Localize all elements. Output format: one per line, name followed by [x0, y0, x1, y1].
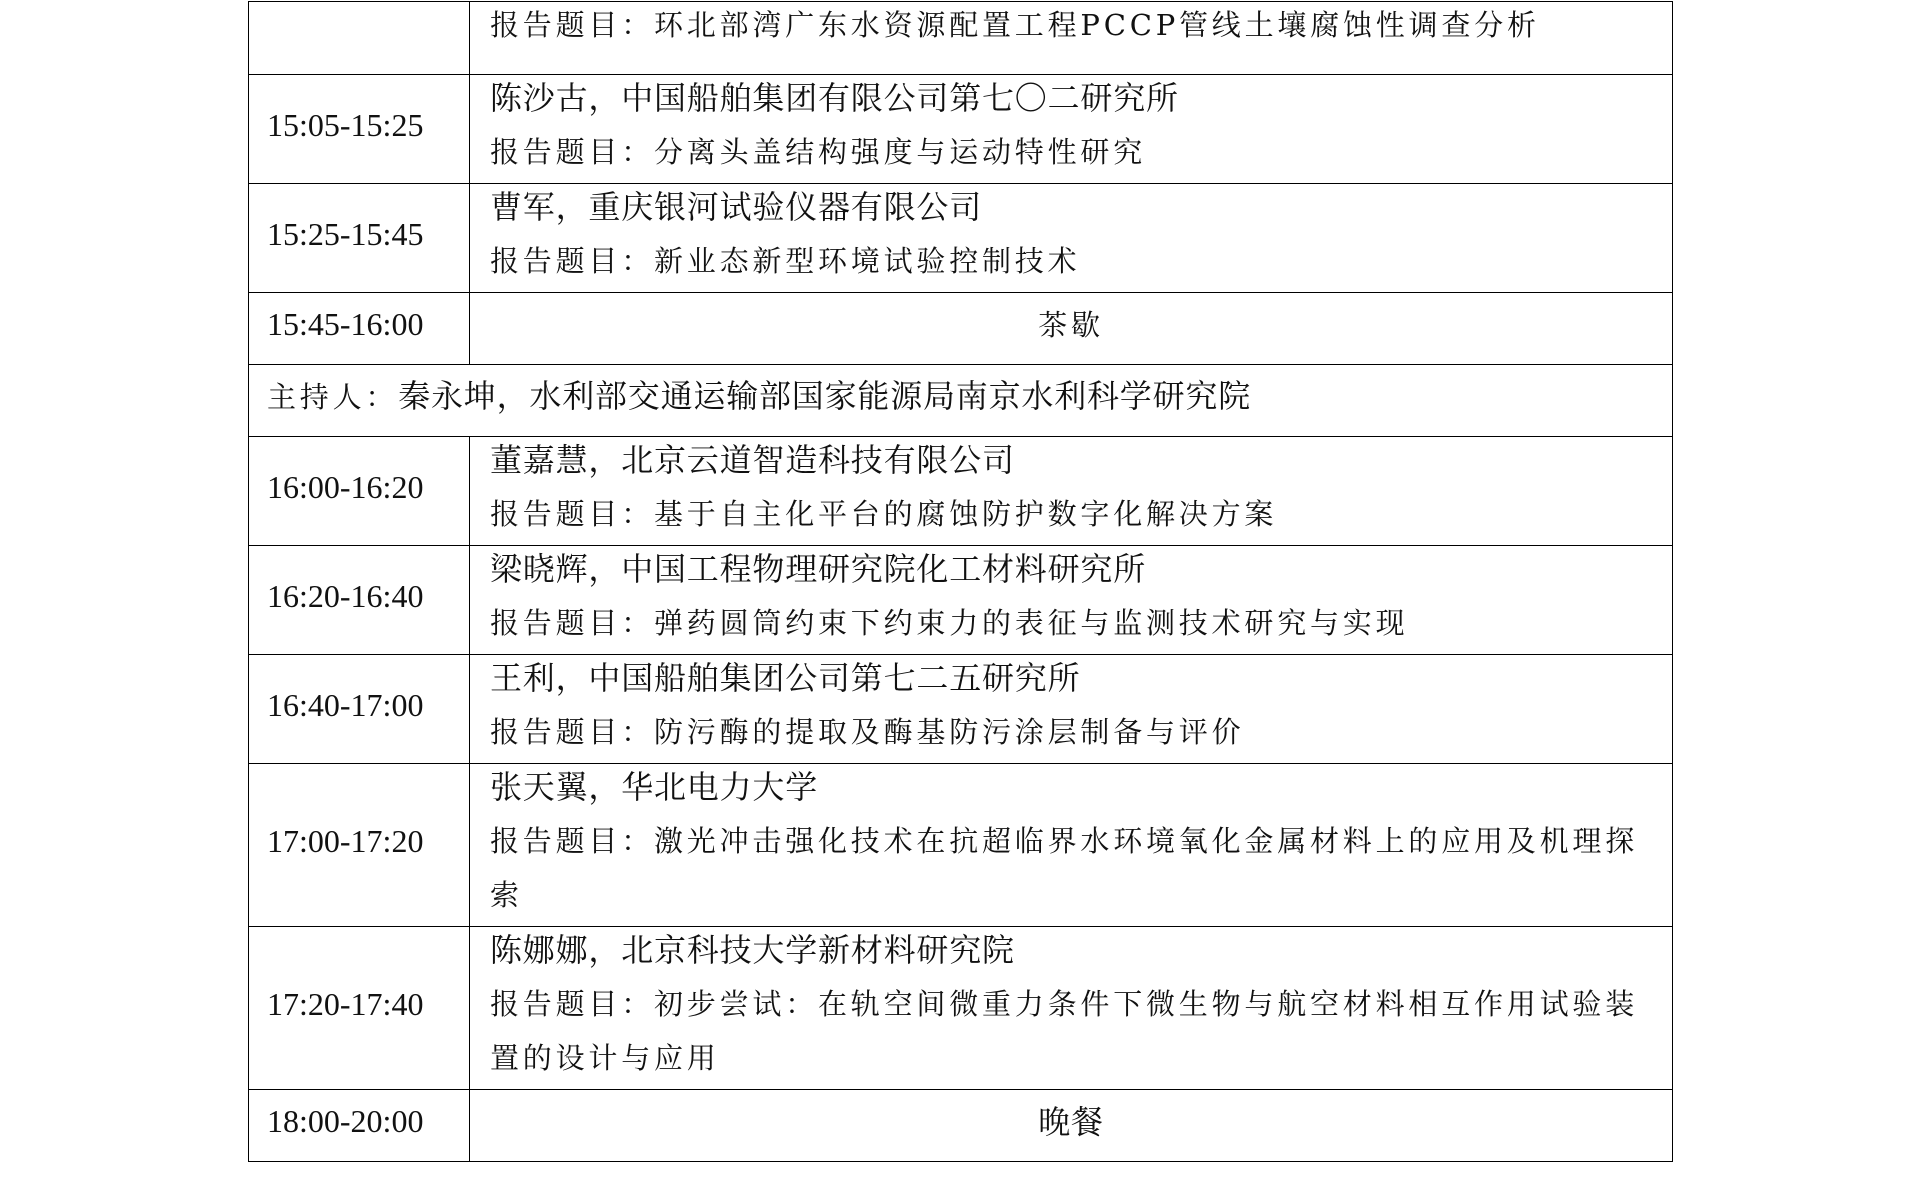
time-cell [249, 2, 470, 75]
time-cell [249, 1090, 470, 1162]
report-title: 报告题目：弹药圆筒约束下约束力的表征与监测技术研究与实现 [490, 606, 1409, 640]
report-title: 报告题目：激光冲击强化技术在抗超临界水环境氧化金属材料上的应用及机理探索 [490, 824, 1639, 912]
agenda-row [249, 437, 1673, 546]
time-slot: 16:40-17:00 [267, 686, 424, 723]
time-cell [249, 655, 470, 764]
speaker-affiliation: 王利，中国船舶集团公司第七二五研究所 [490, 659, 1081, 697]
time-slot: 16:00-16:20 [267, 468, 424, 505]
speaker-affiliation: 董嘉慧，北京云道智造科技有限公司 [490, 441, 1015, 479]
speaker-affiliation: 张天翼，华北电力大学 [490, 768, 819, 806]
content-cell [470, 75, 1673, 184]
report-title: 报告题目：防污酶的提取及酶基防污涂层制备与评价 [490, 715, 1245, 749]
report-title: 报告题目：初步尝试：在轨空间微重力条件下微生物与航空材料相互作用试验装置的设计与应用 [490, 987, 1639, 1075]
tea-break-label: 茶歇 [1038, 307, 1104, 342]
host-cell [249, 365, 1673, 437]
report-title: 报告题目：新业态新型环境试验控制技术 [490, 244, 1081, 278]
speaker-affiliation: 陈娜娜，北京科技大学新材料研究院 [490, 931, 1015, 969]
agenda-row-host [249, 365, 1673, 437]
agenda-row [249, 75, 1673, 184]
content-cell [470, 437, 1673, 546]
time-slot: 17:00-17:20 [267, 822, 424, 859]
time-slot: 15:05-15:25 [267, 106, 424, 143]
speaker-affiliation: 陈沙古，中国船舶集团有限公司第七〇二研究所 [490, 79, 1179, 117]
agenda-row [249, 546, 1673, 655]
agenda-row [249, 184, 1673, 293]
agenda-row-dinner [249, 1090, 1673, 1162]
time-slot: 17:20-17:40 [267, 985, 424, 1022]
content-cell [470, 184, 1673, 293]
time-cell [249, 293, 470, 365]
report-title: 报告题目：分离头盖结构强度与运动特性研究 [490, 135, 1147, 169]
event-cell [470, 293, 1673, 365]
agenda-row [249, 655, 1673, 764]
agenda-row [249, 2, 1673, 75]
report-title: 报告题目：环北部湾广东水资源配置工程PCCP管线土壤腐蚀性调查分析 [490, 8, 1540, 42]
time-slot: 16:20-16:40 [267, 577, 424, 614]
content-cell [470, 655, 1673, 764]
time-cell [249, 184, 470, 293]
agenda-row-break [249, 293, 1673, 365]
event-cell [470, 1090, 1673, 1162]
host-label: 主持人： [267, 380, 399, 414]
time-cell [249, 75, 470, 184]
content-cell [470, 927, 1673, 1090]
speaker-affiliation: 梁晓辉，中国工程物理研究院化工材料研究所 [490, 550, 1147, 588]
time-cell [249, 546, 470, 655]
speaker-affiliation: 曹军，重庆银河试验仪器有限公司 [490, 188, 983, 226]
dinner-label: 晚餐 [1038, 1102, 1104, 1141]
agenda-row [249, 764, 1673, 927]
report-title: 报告题目：基于自主化平台的腐蚀防护数字化解决方案 [490, 497, 1278, 531]
agenda-table [248, 1, 1673, 1162]
time-cell [249, 437, 470, 546]
content-cell [470, 764, 1673, 927]
time-slot: 18:00-20:00 [267, 1103, 424, 1139]
time-slot: 15:45-16:00 [267, 306, 424, 342]
host-name: 秦永坤，水利部交通运输部国家能源局南京水利科学研究院 [398, 377, 1252, 415]
time-slot: 15:25-15:45 [267, 215, 424, 252]
content-cell [470, 546, 1673, 655]
time-cell [249, 764, 470, 927]
content-cell [470, 2, 1673, 75]
agenda-row [249, 927, 1673, 1090]
time-cell [249, 927, 470, 1090]
